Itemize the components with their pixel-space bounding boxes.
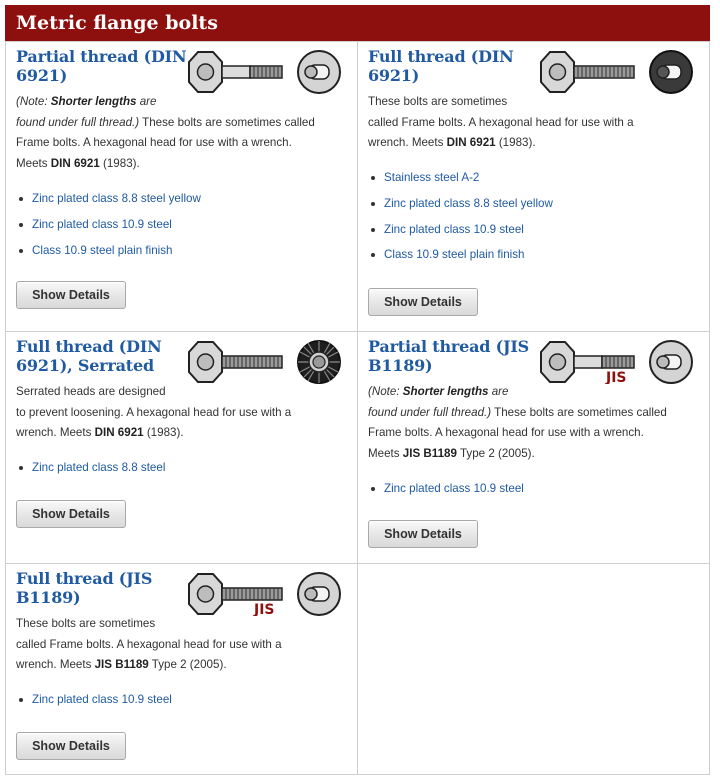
- product-option-link[interactable]: Zinc plated class 8.8 steel: [32, 461, 166, 474]
- product-title[interactable]: Partial thread (DIN 6921): [16, 47, 187, 85]
- list-item: [368, 245, 698, 271]
- full-thread-bolt-icon: [538, 48, 698, 94]
- product-description: Serrated heads are designed to prevent loosening. A hexagonal head for use with a wrench. Meets DIN 6921 (1983).: [16, 385, 292, 439]
- product-options-list: [368, 168, 698, 271]
- product-option-link[interactable]: Zinc plated class 10.9 steel: [384, 482, 524, 495]
- product-options-list: [16, 189, 346, 266]
- product-option-link[interactable]: Stainless steel A-2: [384, 171, 480, 184]
- product-description: These bolts are sometimes called Frame bolts. A hexagonal head for use with a wrench. Meets JIS B1189 Type 2 (2005).: [16, 617, 282, 671]
- section-header: [5, 5, 710, 41]
- product-option-link[interactable]: Zinc plated class 10.9 steel: [32, 217, 172, 231]
- product-options-list: [368, 479, 698, 505]
- product-title[interactable]: Full thread (DIN 6921), Serrated: [16, 337, 162, 375]
- product-description: (Note: Shorter lengths are found under full thread.) These bolts are sometimes called Frame bolts. A hexagonal head for use with a wrench. Meets JIS B1189 Type 2 (2005).: [368, 385, 667, 460]
- show-details-button[interactable]: Show Details: [16, 281, 126, 309]
- product-option-link[interactable]: Zinc plated class 8.8 steel yellow: [384, 196, 553, 210]
- product-card-partial-thread-jis-b1189: [358, 332, 709, 563]
- product-card-full-thread-din-6921: [358, 42, 709, 331]
- list-item: [16, 215, 346, 241]
- product-option-link[interactable]: Zinc plated class 8.8 steel yellow: [32, 192, 201, 205]
- show-details-button[interactable]: Show Details: [16, 732, 126, 760]
- product-title[interactable]: Partial thread (JIS B1189): [368, 337, 530, 375]
- show-details-button[interactable]: Show Details: [368, 520, 478, 548]
- product-title[interactable]: Full thread (DIN 6921): [368, 47, 514, 85]
- product-card-full-thread-serrated: [6, 332, 357, 563]
- list-item: [368, 194, 698, 220]
- list-item: [368, 168, 698, 194]
- product-card-full-thread-jis-b1189: [6, 564, 357, 775]
- show-details-button[interactable]: Show Details: [16, 500, 126, 528]
- product-options-list: [16, 690, 346, 716]
- jis-partial-thread-bolt-icon: [538, 338, 698, 384]
- product-card-partial-thread-din-6921: [6, 42, 357, 331]
- product-option-link[interactable]: Zinc plated class 10.9 steel: [384, 222, 524, 236]
- partial-thread-bolt-icon: [186, 48, 346, 94]
- jis-full-thread-bolt-icon: [186, 570, 346, 616]
- product-option-link[interactable]: Class 10.9 steel plain finish: [384, 248, 525, 262]
- jis-badge: JIS: [606, 370, 627, 384]
- product-option-link[interactable]: Class 10.9 steel plain finish: [32, 243, 173, 257]
- product-options-list: [16, 458, 346, 484]
- show-details-button[interactable]: Show Details: [368, 288, 478, 316]
- jis-badge: JIS: [254, 602, 275, 616]
- list-item: [16, 241, 346, 267]
- product-grid: [5, 41, 710, 775]
- list-item: [16, 189, 346, 215]
- list-item: [16, 458, 346, 484]
- product-description: These bolts are sometimes called Frame bolts. A hexagonal head for use with a wrench. Meets DIN 6921 (1983).: [368, 95, 634, 149]
- list-item: [368, 479, 698, 505]
- list-item: [368, 220, 698, 246]
- section-title: Metric flange bolts: [16, 12, 218, 34]
- product-title[interactable]: Full thread (JIS B1189): [16, 569, 153, 607]
- product-description: (Note: Shorter lengths are found under full thread.) These bolts are sometimes called Frame bolts. A hexagonal head for use with a wrench. Meets DIN 6921 (1983).: [16, 95, 315, 170]
- serrated-bolt-icon: [186, 338, 346, 384]
- product-option-link[interactable]: Zinc plated class 10.9 steel: [32, 693, 172, 706]
- list-item: [16, 690, 346, 716]
